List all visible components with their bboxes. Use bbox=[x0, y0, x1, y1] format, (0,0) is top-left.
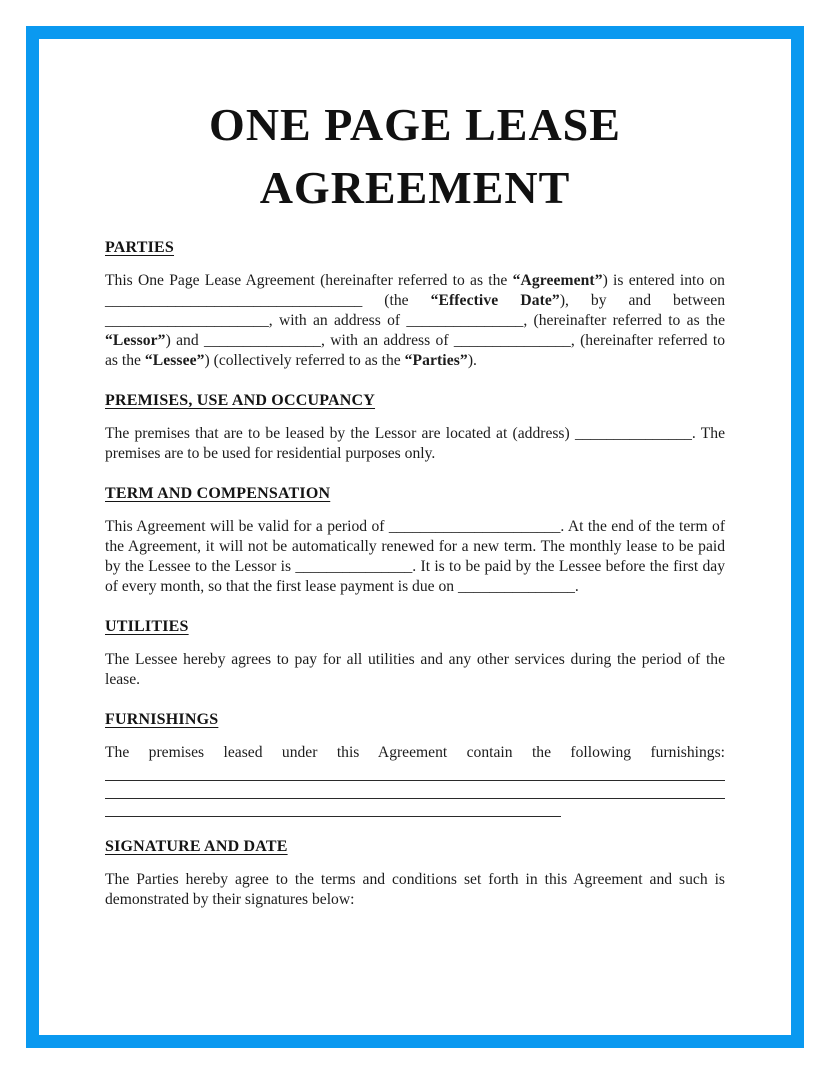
term-parties: “Parties” bbox=[404, 352, 468, 369]
blank-lessee-name: _______________ bbox=[204, 332, 321, 349]
blank-lessor-name: _____________________ bbox=[105, 312, 269, 329]
text-segment: ). bbox=[467, 352, 477, 369]
furnishings-fill-lines bbox=[105, 763, 725, 817]
section-heading-premises: PREMISES, USE AND OCCUPANCY bbox=[105, 392, 376, 409]
premises-paragraph bbox=[105, 424, 725, 464]
term-lessee: “Lessee” bbox=[144, 352, 205, 369]
text-segment: . The premises are to be used for residential purposes only. bbox=[105, 425, 725, 462]
blue-border-frame bbox=[26, 26, 804, 1048]
term-paragraph bbox=[105, 517, 725, 597]
text-segment: , with an address of bbox=[320, 332, 454, 349]
term-agreement: “Agreement” bbox=[512, 272, 603, 289]
fill-line-3 bbox=[105, 799, 561, 817]
blank-monthly-lease-amount: _______________ bbox=[295, 558, 413, 575]
fill-line-1 bbox=[105, 763, 725, 781]
text-segment: ) (collectively referred to as the bbox=[204, 352, 405, 369]
blank-premises-address: _______________ bbox=[574, 425, 692, 442]
text-segment: , (hereinafter referred to as the bbox=[105, 332, 725, 369]
section-heading-furnishings: FURNISHINGS bbox=[105, 711, 219, 728]
document-title bbox=[105, 93, 725, 219]
text-segment: This Agreement will be valid for a period of bbox=[105, 518, 389, 535]
blank-lessor-address: _______________ bbox=[406, 312, 524, 329]
document-title-line2: AGREEMENT bbox=[259, 162, 571, 213]
section-heading-utilities: UTILITIES bbox=[105, 618, 189, 635]
blank-first-payment-due-date: _______________ bbox=[457, 578, 575, 595]
section-heading-signature: SIGNATURE AND DATE bbox=[105, 838, 288, 855]
section-heading-parties: PARTIES bbox=[105, 239, 175, 256]
text-segment: ) and bbox=[165, 332, 205, 349]
furnishings-paragraph: The premises leased under this Agreement contain the following furnishings: bbox=[105, 744, 725, 761]
text-segment: (the bbox=[362, 292, 431, 309]
blank-lessee-address: _______________ bbox=[453, 332, 571, 349]
blank-lease-period: ______________________ bbox=[388, 518, 561, 535]
term-effective-date: “Effective Date” bbox=[430, 292, 560, 309]
term-lessor: “Lessor” bbox=[105, 332, 166, 349]
text-segment: ) is entered into on bbox=[602, 272, 725, 289]
blank-agreement-date: _________________________________ bbox=[105, 292, 363, 309]
text-segment: This One Page Lease Agreement (hereinafter referred to as the bbox=[105, 272, 513, 289]
signature-paragraph: The Parties hereby agree to the terms and conditions set forth in this Agreement and such is demonstrated by their signatures below: bbox=[105, 871, 725, 908]
text-segment: The premises that are to be leased by the Lessor are located at (address) bbox=[105, 425, 575, 442]
document-content bbox=[39, 39, 791, 910]
text-segment: . It is to be paid by the Lessee before the first day of every month, so that the first lease payment is due on bbox=[105, 558, 726, 595]
text-segment: , with an address of bbox=[268, 312, 407, 329]
section-heading-term: TERM AND COMPENSATION bbox=[105, 485, 331, 502]
parties-paragraph bbox=[105, 271, 725, 371]
text-segment: ), by and between bbox=[559, 292, 725, 309]
fill-line-2 bbox=[105, 781, 725, 799]
utilities-paragraph: The Lessee hereby agrees to pay for all utilities and any other services during the period of the lease. bbox=[105, 651, 725, 688]
text-segment: . bbox=[574, 578, 579, 595]
text-segment: . At the end of the term of the Agreement, it will not be automatically renewed for a new term. The monthly lease to be paid by the Lessee to the Lessor is bbox=[105, 518, 726, 575]
text-segment: , (hereinafter referred to as the bbox=[523, 312, 726, 329]
document-title-line1: ONE PAGE LEASE bbox=[209, 99, 621, 150]
